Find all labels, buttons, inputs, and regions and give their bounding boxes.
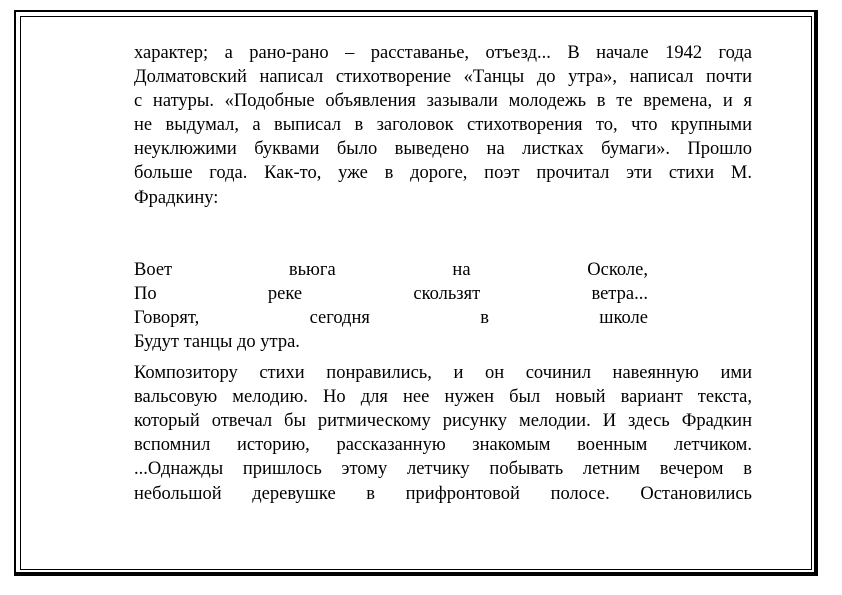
text-line: не выдумал, а выписал в заголовок стихотворения то, что крупными <box>134 115 752 136</box>
paragraph-2 <box>134 361 752 506</box>
text-line: ...Однажды пришлось этому летчику побывать летним вечером в <box>134 459 752 480</box>
poem-word: Будут танцы до утра. <box>134 331 300 352</box>
poem-line <box>134 258 648 282</box>
poem-word: на <box>452 259 471 280</box>
text-line: больше года. Как-то, уже в дороге, поэт прочитал эти стихи М. <box>134 163 752 184</box>
text-line: характер; а рано-рано – расставанье, отъезд... В начале 1942 года <box>134 43 752 63</box>
poem-word: скользят <box>413 283 481 304</box>
poem-word: Воет <box>134 259 173 280</box>
text-line: Фрадкину: <box>134 187 219 208</box>
poem-word: Говорят, <box>134 307 200 328</box>
text-line: Композитору стихи понравились, и он сочинил навеянную ими <box>134 363 752 384</box>
poem-stanza <box>134 258 648 354</box>
poem-word: ветра... <box>591 283 648 304</box>
poem-word: По <box>134 283 157 304</box>
poem-word: Осколе, <box>587 259 648 280</box>
text-line: с натуры. «Подобные объявления зазывали молодежь в те времена, и я <box>134 91 752 112</box>
poem-word: в <box>480 307 489 328</box>
poem-word: вьюга <box>288 259 336 280</box>
text-line: который отвечал бы ритмическому рисунку мелодии. И здесь Фрадкин <box>134 411 752 432</box>
poem-line <box>134 282 648 306</box>
paragraph-1 <box>134 41 752 210</box>
text-content <box>134 41 752 506</box>
text-line: вспомнил историю, рассказанную знакомым военным летчиком. <box>134 435 752 456</box>
text-line: небольшой деревушке в прифронтовой полосе. Остановились <box>134 483 752 504</box>
poem-line <box>134 330 648 354</box>
poem-line <box>134 306 648 330</box>
text-line: вальсовую мелодию. Но для нее нужен был новый вариант текста, <box>134 387 752 408</box>
poem-word: школе <box>599 307 648 328</box>
poem-word: реке <box>267 283 303 304</box>
text-line: неуклюжими буквами было выведено на листках бумаги». Прошло <box>134 139 752 160</box>
text-line: Долматовский написал стихотворение «Танцы до утра», написал почти <box>134 67 752 88</box>
poem-word: сегодня <box>309 307 370 328</box>
